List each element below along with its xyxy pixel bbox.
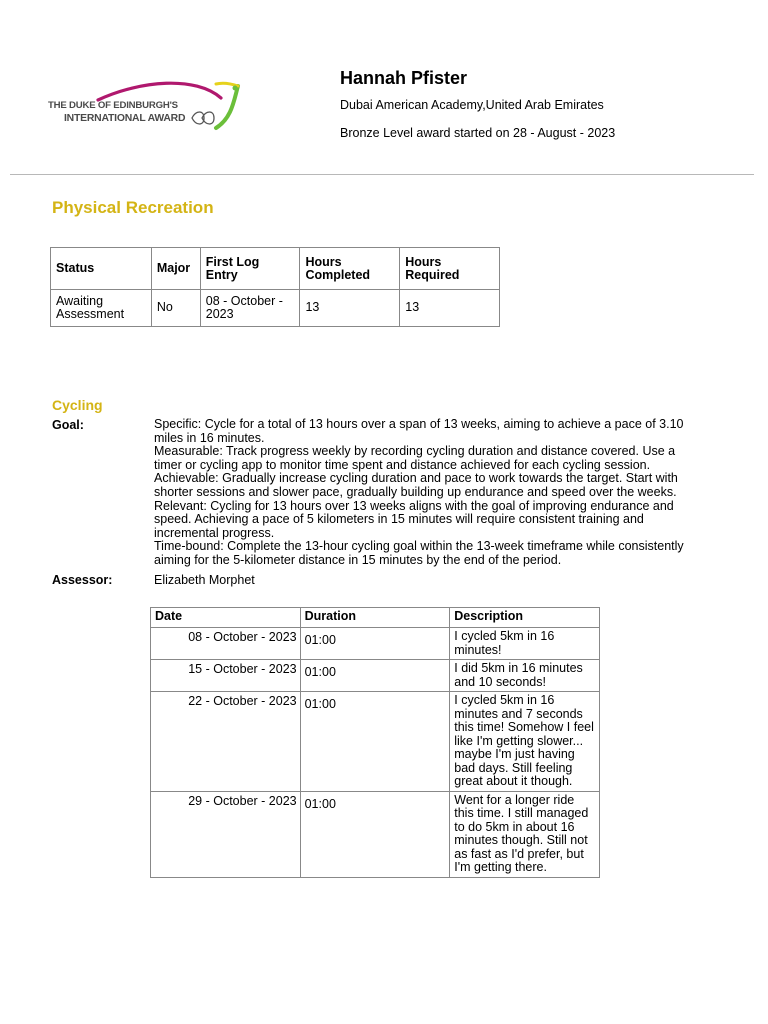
log-header-description: Description — [450, 608, 600, 628]
section-title: Physical Recreation — [52, 198, 214, 217]
log-table — [150, 607, 600, 878]
participant-school: Dubai American Academy,United Arab Emirates — [340, 98, 604, 112]
log-header-duration: Duration — [300, 608, 450, 628]
summary-table — [50, 247, 500, 327]
log-date: 08 - October - 2023 — [151, 628, 301, 660]
summary-header-hours-required: Hours Required — [400, 248, 500, 290]
summary-major: No — [151, 290, 200, 327]
log-description: Went for a longer ride this time. I still managed to do 5km in about 16 minutes though. Still not as fast as I'd prefer, but I'm getting there. — [450, 791, 600, 877]
summary-header-status: Status — [51, 248, 152, 290]
log-row — [151, 791, 600, 877]
summary-hours-completed: 13 — [300, 290, 400, 327]
summary-header-hours-completed: Hours Completed — [300, 248, 400, 290]
goal-text — [154, 418, 699, 568]
goal-measurable: Measurable: Track progress weekly by recording cycling duration and distance covered. Use a timer or cycling app to monitor time spent and distance achieved for each cycling session. — [154, 444, 676, 472]
dofe-logo — [46, 78, 246, 136]
log-row — [151, 660, 600, 692]
summary-hours-required: 13 — [400, 290, 500, 327]
log-row — [151, 692, 600, 792]
log-description: I cycled 5km in 16 minutes and 7 seconds this time! Somehow I feel like I'm getting slower... maybe I'm just having bad days. Still feeling great about it though. — [450, 692, 600, 792]
goal-label: Goal: — [52, 418, 84, 432]
summary-header-major: Major — [151, 248, 200, 290]
summary-first-log: 08 - October - 2023 — [200, 290, 300, 327]
log-description: I cycled 5km in 16 minutes! — [450, 628, 600, 660]
participant-header — [340, 68, 616, 140]
assessor-name: Elizabeth Morphet — [154, 573, 255, 587]
participant-name: Hannah Pfister — [340, 68, 468, 88]
log-duration: 01:00 — [300, 660, 450, 692]
log-date: 22 - October - 2023 — [151, 692, 301, 792]
log-date: 15 - October - 2023 — [151, 660, 301, 692]
logo-line-2: INTERNATIONAL AWARD — [64, 113, 186, 124]
log-duration: 01:00 — [300, 628, 450, 660]
summary-header-first-log: First Log Entry — [200, 248, 300, 290]
log-date: 29 - October - 2023 — [151, 791, 301, 877]
goal-time-bound: Time-bound: Complete the 13-hour cycling goal within the 13-week timeframe while consistently aiming for the 5-kilometer distance in 15 minutes by the end of the period. — [154, 539, 684, 567]
log-header-date: Date — [151, 608, 301, 628]
log-duration: 01:00 — [300, 692, 450, 792]
goal-specific: Specific: Cycle for a total of 13 hours over a span of 13 weeks, aiming to achieve a pace of 3.10 miles in 16 minutes. — [154, 417, 684, 445]
goal-relevant: Relevant: Cycling for 13 hours over 13 weeks aligns with the goal of improving endurance and speed. Achieving a pace of 5 kilometers in 15 minutes will require consistent training and incremental progress. — [154, 498, 674, 540]
header-divider — [10, 174, 754, 175]
log-description: I did 5km in 16 minutes and 10 seconds! — [450, 660, 600, 692]
log-duration: 01:00 — [300, 791, 450, 877]
goal-achievable: Achievable: Gradually increase cycling duration and pace to work towards the target. Start with shorter sessions and slower pace, gradually building up endurance and speed over the weeks. — [154, 471, 678, 499]
activity-title: Cycling — [52, 397, 103, 413]
award-level: Bronze Level award started on 28 - August - 2023 — [340, 126, 616, 140]
log-header-row — [151, 608, 600, 628]
logo-line-1: THE DUKE OF EDINBURGH'S — [48, 100, 178, 111]
summary-header-row — [51, 248, 500, 290]
summary-row — [51, 290, 500, 327]
log-row — [151, 628, 600, 660]
summary-status: Awaiting Assessment — [51, 290, 152, 327]
assessor-label: Assessor: — [52, 573, 113, 587]
